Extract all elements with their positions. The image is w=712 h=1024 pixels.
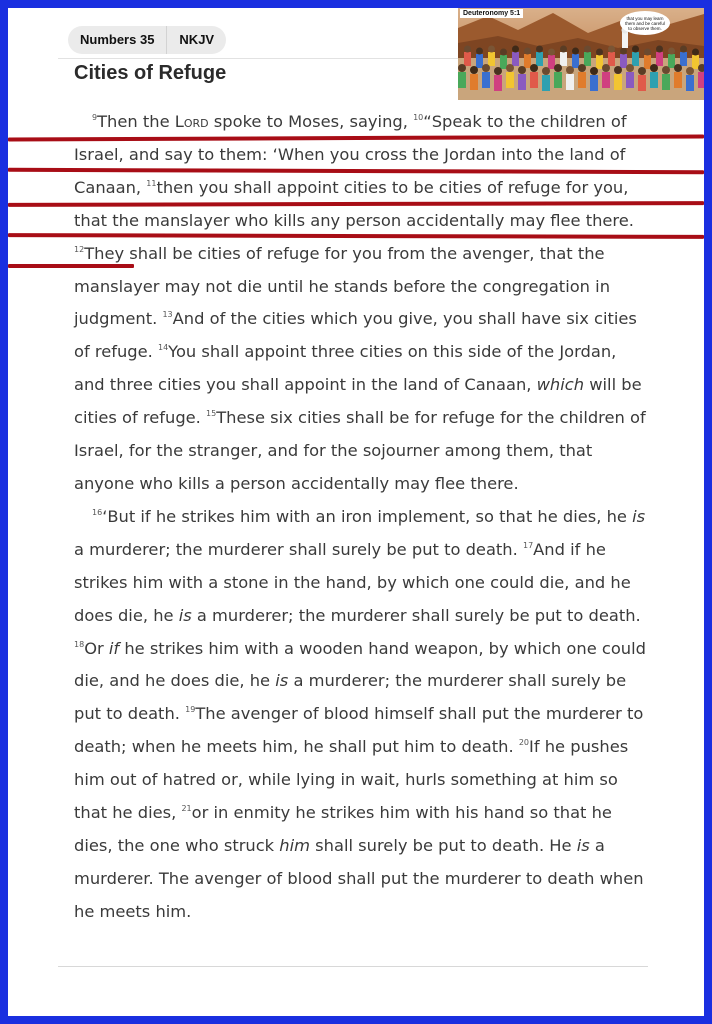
verse-text: he strikes him with a wooden hand weapon, by which one could die, and he does die, he xyxy=(74,638,646,691)
bible-reader-page xyxy=(8,8,704,1016)
footer-divider xyxy=(58,966,648,967)
verse-number: 16 xyxy=(92,508,103,518)
verse-number: 9 xyxy=(92,113,98,123)
italic-word: is xyxy=(178,605,192,625)
italic-word: him xyxy=(279,835,310,855)
verse-number: 17 xyxy=(522,540,534,550)
verse-text: Or xyxy=(84,638,109,658)
verse-text: They shall be cities of refuge for you from the avenger, that the manslayer may not die until he stands before the congregation in judgment. xyxy=(74,243,611,329)
verse-text: spoke to Moses, saying, xyxy=(208,112,414,131)
section-title: Cities of Refuge xyxy=(74,62,227,84)
verse-number: 15 xyxy=(206,409,217,419)
verse-text: Then the xyxy=(97,112,175,131)
illustration-reference-label: Deuteronomy 5:1 xyxy=(460,9,523,18)
verse-text: If he pushes him out of hatred or, while lying in wait, hurls something at him so that he dies, xyxy=(74,737,629,823)
paragraph xyxy=(74,501,648,929)
verse-text: These six cities shall be for refuge for the children of Israel, for the stranger, and for the sojourner among them, that anyone who kills a person accidentally may flee there. xyxy=(74,408,646,493)
verse-number: 14 xyxy=(157,343,169,353)
verse-text: will be cities of refuge. xyxy=(74,375,642,428)
italic-word: is xyxy=(632,506,646,526)
verse-number: 19 xyxy=(185,705,196,715)
verse-text: then you shall appoint cities to be cities of refuge for you, that the manslayer who kills any person accidentally may flee there. xyxy=(74,177,634,230)
italic-word: which xyxy=(536,375,585,395)
verse-text: a murderer; the murderer shall surely be put to death. xyxy=(74,539,523,559)
chapter-version-selector xyxy=(68,26,226,54)
verse-text: shall surely be put to death. He xyxy=(309,835,577,855)
verse-number: 10 xyxy=(413,113,424,123)
illustration-image xyxy=(458,8,704,100)
verse-text: The avenger of blood himself shall put the murderer to death; when he meets him, he shall put him to death. xyxy=(74,704,644,757)
verse-number: 12 xyxy=(74,244,85,254)
verse-number: 18 xyxy=(74,639,85,649)
verse-text: a murderer; the murderer shall surely be put to death. xyxy=(74,671,627,724)
paragraph xyxy=(74,106,648,501)
scripture-text xyxy=(74,106,648,929)
divine-name: Lord xyxy=(174,112,209,131)
verse-text: “Speak to the children of Israel, and say to them: ‘When you cross the Jordan into the land of Canaan, xyxy=(74,112,627,197)
verse-number: 21 xyxy=(181,804,192,814)
verse-text: a murderer. The avenger of blood shall put the murderer to death when he meets him. xyxy=(74,835,644,921)
italic-word: if xyxy=(108,638,120,658)
version-button[interactable]: NKJV xyxy=(167,26,226,54)
verse-text: And if he strikes him with a stone in the hand, by which one could die, and he does die, he xyxy=(74,539,631,625)
verse-number: 20 xyxy=(518,738,530,748)
verse-number: 11 xyxy=(146,179,157,189)
italic-word: is xyxy=(576,835,590,855)
verse-text: ‘But if he strikes him with an iron implement, so that he dies, he xyxy=(102,506,633,526)
verse-number: 13 xyxy=(162,310,173,320)
verse-text: You shall appoint three cities on this side of the Jordan, and three cities you shall appoint in the land of Canaan, xyxy=(74,342,617,395)
verse-text: a murderer; the murderer shall surely be put to death. xyxy=(191,605,641,625)
italic-word: is xyxy=(275,671,289,691)
book-chapter-button[interactable]: Numbers 35 xyxy=(68,26,167,54)
speech-bubble: that you may learn them and be careful to observe them. xyxy=(620,11,670,35)
verse-text: And of the cities which you give, you shall have six cities of refuge. xyxy=(74,309,637,362)
verse-text: or in enmity he strikes him with his hand so that he dies, the one who struck xyxy=(74,803,612,855)
